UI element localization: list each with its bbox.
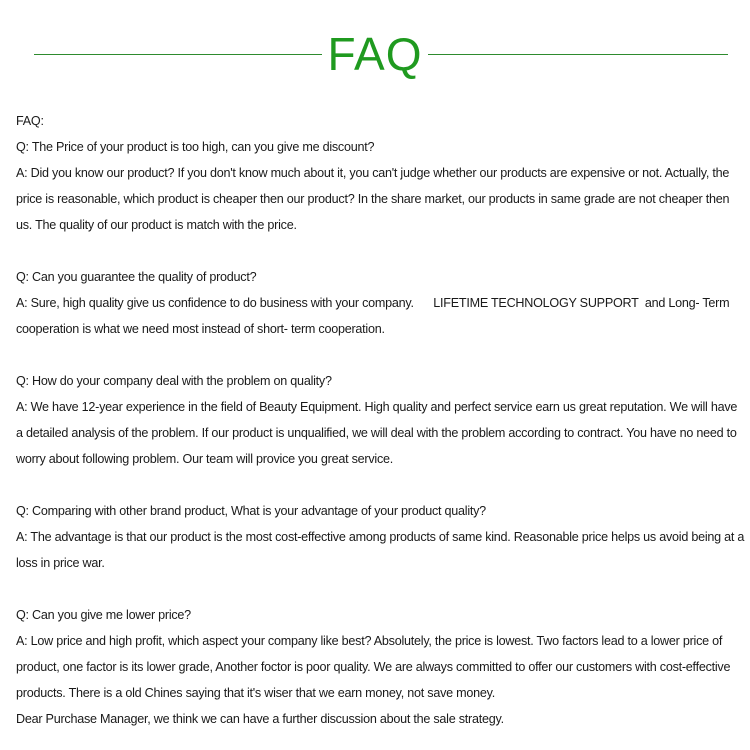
spacer — [16, 238, 746, 264]
spacer — [16, 472, 746, 498]
spacer — [16, 342, 746, 368]
faq-question-5: Q: Can you give me lower price? — [16, 608, 191, 622]
faq-answer-1: A: Did you know our product? If you don't know much about it, you can't judge whether our products are expensive or not. Actually, the price is reasonable, which product is cheaper then our product? In the share market, our products in same grade are not cheaper then us. The quality of our product is match with the price. — [16, 166, 730, 232]
faq-intro: FAQ: — [16, 114, 44, 128]
faq-header — [0, 24, 750, 84]
faq-answer-4: A: The advantage is that our product is the most cost-effective among products of same kind. Reasonable price helps us avoid being at a loss in price war. — [16, 530, 745, 570]
faq-closing: Dear Purchase Manager, we think we can have a further discussion about the sale strategy. — [16, 712, 504, 726]
faq-answer-3: A: We have 12-year experience in the field of Beauty Equipment. High quality and perfect service earn us great reputation. We will have a detailed analysis of the problem. If our product is unqualified, we will deal with the problem according to contract. You have no need to worry about following problem. Our team will provice you great service. — [16, 400, 738, 466]
faq-question-4: Q: Comparing with other brand product, What is your advantage of your product quality? — [16, 504, 486, 518]
faq-answer-5: A: Low price and high profit, which aspect your company like best? Absolutely, the price is lowest. Two factors lead to a lower price of product, one factor is its lower grade, Another foctor is poor quality. We are always committed to offer our customers with cost-effective products. There is a old Chines saying that it's wiser that we earn money, not save money. — [16, 634, 731, 700]
faq-content — [16, 108, 746, 732]
faq-question-3: Q: How do your company deal with the problem on quality? — [16, 374, 332, 388]
faq-question-2: Q: Can you guarantee the quality of product? — [16, 270, 257, 284]
faq-answer-2: A: Sure, high quality give us confidence to do business with your company. LIFETIME TECHNOLOGY SUPPORT and Long- Term cooperation is what we need most instead of short- term cooperation. — [16, 296, 733, 336]
spacer — [16, 576, 746, 602]
faq-question-1: Q: The Price of your product is too high, can you give me discount? — [16, 140, 375, 154]
page-title: FAQ — [327, 28, 423, 80]
right-divider-line — [428, 54, 728, 55]
left-divider-line — [34, 54, 322, 55]
